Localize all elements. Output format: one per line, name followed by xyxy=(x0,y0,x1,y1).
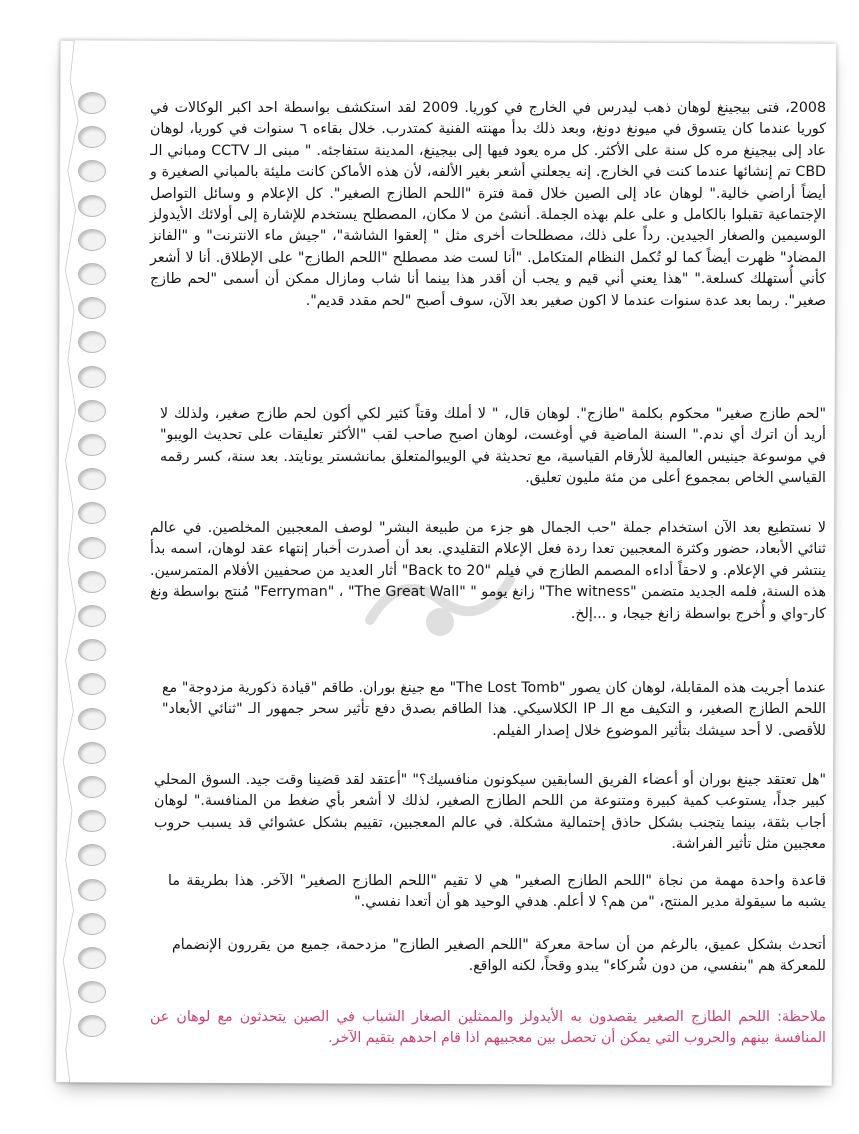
article-paragraph: "لحم طازج صغير" محكوم بكلمة "طازج". لوهان قال، " لا أملك وقتاً كثير لكي أكون لحم طازج صغير، ولذلك لا أريد أن اترك أي ندم." السنة الماضية في أوغست، لوهان اصبح صاحب لقب "الأكثر تعليقات على تحديث الويبو" في موسوعة جينيس العالمية للأرقام القياسية، مع تحديثة في الويبوالمتعلق بمانشستر يونايتد. بعد سنة، كسر رقمه القياسي الخاص بمجموع أعلى من مئة مليون تعليق. xyxy=(160,406,826,487)
binder-hole xyxy=(78,1015,106,1037)
binder-hole xyxy=(78,366,106,388)
binder-hole xyxy=(78,195,106,217)
binder-hole xyxy=(78,605,106,627)
binder-holes xyxy=(78,92,118,1052)
binder-hole xyxy=(78,263,106,285)
binder-hole xyxy=(78,160,106,182)
binder-hole xyxy=(78,639,106,661)
binder-hole xyxy=(78,879,106,901)
binder-hole xyxy=(78,708,106,730)
binder-hole xyxy=(78,742,106,764)
binder-hole xyxy=(78,776,106,798)
article-paragraph: 2008، فتى بيجينغ لوهان ذهب ليدرس في الخارج في كوريا. 2009 لقد استكشف بواسطة احد اكبر الوكالات في كوريا عندما كان يتسوق في ميونغ دونغ، وبعد ذلك بدأ مهنته الفنية كمتدرب. خلال بقاءه ٦ سنوات في كوريا، لوهان عاد إلى بيجينغ مره كل سنة على الأكثر. كل مره يعود فيها إلى بيجينغ، المدينة ستفاجئه. " مبنى الـ CCTV ومباني الـ CBD تم إنشائها عندما كنت في الخارج. إنه يجعلني أشعر بغير الألفه، لأن هذه الأماكن كانت مليئة بالمباني الصغيرة و أيضاً أراضي خالية." لوهان عاد إلى الصين خلال قمة فترة "اللحم الطازج الصغير". كل الإعلام و وسائل التواصل الإجتماعية تقبلوا بالكامل و على علم بهذه الجملة. أنشئ من لا مكان، المصطلح يستخدم للإشارة إلى أولائك الأيدولز الوسيمين والصغار الجيدين. رداً على ذلك، مصطلحات أخرى مثل " إلعقوا الشاشة"، "جيش ماء الانترنت" و "الفانز المضاد" ظهرت أيضاً كما لو تُكمل النظام المتكامل. "أنا لست ضد مصطلح "اللحم الطازج" على الإطلاق. أنا لا أشعر كأني أُستهلك كسلعة." "هذا يعني أني قيم و يجب أن أقدر هذا بينما أنا شاب ومازال ممكن أن أسمى "لحم طازج صغير". ربما بعد عدة سنوات عندما لا اكون صغير بعد الآن، سوف أصبح "لحم مقدد قديم". xyxy=(150,100,826,309)
article-paragraph: عندما أجريت هذه المقابلة، لوهان كان يصور "The Lost Tomb" مع جينغ بوران. طاقم "قيادة ذكورية مزدوجة" مع اللحم الطازج الصغير، و التكيف مع الـ IP الكلاسيكي. هذا الطاقم بصدق دفع تأثير سحر جمهور الـ "ثنائي الأبعاد" للأقصى. لا أحد سيشك بتأثير الموضوع خلال إصدار الفيلم. xyxy=(162,680,826,739)
binder-hole xyxy=(78,981,106,1003)
article-paragraph: قاعدة واحدة مهمة من نجاة "اللحم الطازج الصغير" هي لا تقيم "اللحم الطازج الصغير" الآخر. هذا بطريقة ما يشبه ما سيقولة مدير المنتج، "من هم؟ لا أعلم. هدفي الوحيد هو أن أتعدا نفسي." xyxy=(168,873,826,911)
translator-note: ملاحظة: اللحم الطازج الصغير يقصدون به الأيدولز والممثلين الصغار الشباب في الصين يتحدثون مع لوهان عن المنافسة بينهم والحروب التي يمكن أن تحصل بين معجبيهم اذا قام احدهم بتقيم الآخر. xyxy=(150,1009,826,1047)
binder-hole xyxy=(78,297,106,319)
binder-hole xyxy=(78,331,106,353)
binder-hole xyxy=(78,468,106,490)
binder-hole xyxy=(78,913,106,935)
binder-hole xyxy=(78,947,106,969)
binder-hole xyxy=(78,92,106,114)
binder-hole xyxy=(78,229,106,251)
binder-hole xyxy=(78,844,106,866)
article-paragraph: أتحدث بشكل عميق، بالرغم من أن ساحة معركة "اللحم الصغير الطازج" مزدحمة، جميع من يقررون الإنضمام للمعركة هم "بنفسي، من دون شُركاء" يبدو وقحاً، لكنه الواقع. xyxy=(172,937,826,975)
binder-hole xyxy=(78,537,106,559)
binder-hole xyxy=(78,571,106,593)
binder-hole xyxy=(78,400,106,422)
binder-hole xyxy=(78,502,106,524)
binder-hole xyxy=(78,126,106,148)
binder-hole xyxy=(78,434,106,456)
article-paragraph: لا نستطيع بعد الآن استخدام جملة "حب الجمال هو جزء من طبيعة البشر" لوصف المعجبين المخلصين. في عالم ثنائي الأبعاد، حضور وكثرة المعجبين تعدا ردة فعل الإعلام التقليدي. بعد أن أصدرت أخبار إنتهاء عقد لوهان، اسمه بدأ ينتشر في الإعلام. و لاحقاً أداءه المصمم الطازج في فيلم "Back to 20" أثار العديد من صحفيين الأفلام المتمرسين. هذه السنة، فلمه الجديد متضمن "The witness" زانغ يومو " "Ferryman" ، "The Great Wall" مُنتج بواسطة ونغ كار-واي و أُخرج بواسطة زانغ جيجا، و ...إلخ. xyxy=(150,520,827,622)
article-paragraph: "هل تعتقد جينغ بوران أو أعضاء الفريق السابقين سيكونون منافسيك؟" "أعتقد لقد قضينا وقت جيد. السوق المحلي كبير جداً، يستوعب كمية كبيرة ومتنوعة من اللحم الطازج الصغير، لذلك لا أشعر بأي ضغط من المنافسة." لوهان أجاب بثقة، بينما يتجنب بشكل حاذق إحتمالية مشكلة. في عالم المعجبين، تقييم بشكل عشوائي قد يسبب حروب معجبين مثل تأثير الفراشة. xyxy=(154,772,826,853)
binder-hole xyxy=(78,673,106,695)
binder-hole xyxy=(78,810,106,832)
